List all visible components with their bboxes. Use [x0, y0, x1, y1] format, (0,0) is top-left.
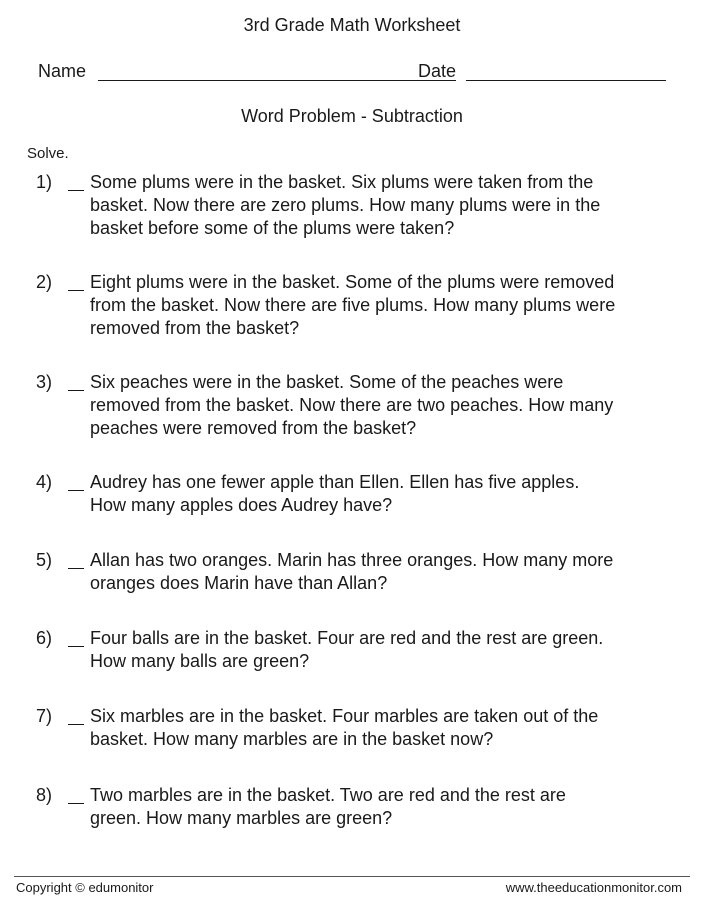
- problem-line: How many balls are green?: [90, 651, 310, 671]
- answer-blank: [68, 268, 84, 291]
- answer-blank: [68, 468, 84, 491]
- problem-line: basket. How many marbles are in the basket now?: [90, 729, 494, 749]
- answer-blank: [68, 546, 84, 569]
- problem-line: oranges does Marin have than Allan?: [90, 573, 388, 593]
- problem-line: Allan has two oranges. Marin has three oranges. How many more: [90, 550, 614, 570]
- name-date-row: [38, 61, 668, 85]
- problem-number: 5): [36, 550, 53, 570]
- problem-text: [90, 271, 690, 340]
- problem-line: Four balls are in the basket. Four are red and the rest are green.: [90, 628, 604, 648]
- worksheet-subtitle: Word Problem - Subtraction: [241, 106, 463, 126]
- footer-divider: [14, 876, 690, 877]
- problem-number: 4): [36, 472, 53, 492]
- website-text: www.theeducationmonitor.com: [505, 880, 682, 895]
- problem-number: 6): [36, 628, 53, 648]
- answer-blank: [68, 781, 84, 804]
- problem-number: 3): [36, 372, 53, 392]
- problem-number: 8): [36, 785, 53, 805]
- problem-text: [90, 627, 690, 673]
- answer-blank: [68, 702, 84, 725]
- answer-blank: [68, 624, 84, 647]
- copyright-text: Copyright © edumonitor: [16, 880, 154, 895]
- date-blank-line: [466, 80, 666, 81]
- answer-blank: [68, 368, 84, 391]
- date-label: Date: [418, 61, 457, 81]
- worksheet-title: 3rd Grade Math Worksheet: [243, 15, 461, 35]
- problem-line: basket before some of the plums were taken?: [90, 218, 455, 238]
- problem-line: from the basket. Now there are five plums. How many plums were: [90, 295, 616, 315]
- problem-line: peaches were removed from the basket?: [90, 418, 417, 438]
- problem-text: [90, 705, 690, 751]
- problem-text: [90, 549, 690, 595]
- problem-text: [90, 371, 690, 440]
- problem-text: [90, 171, 690, 240]
- problem-line: removed from the basket. Now there are two peaches. How many: [90, 395, 614, 415]
- problem-number: 7): [36, 706, 53, 726]
- instruction-text: Solve.: [27, 145, 69, 162]
- answer-blank: [68, 168, 84, 191]
- name-blank-line: [98, 80, 456, 81]
- problem-line: Six peaches were in the basket. Some of the peaches were: [90, 372, 564, 392]
- problem-number: 2): [36, 272, 53, 292]
- problem-text: [90, 471, 690, 517]
- problem-line: Six marbles are in the basket. Four marbles are taken out of the: [90, 706, 599, 726]
- problem-line: Two marbles are in the basket. Two are red and the rest are: [90, 785, 566, 805]
- problem-line: green. How many marbles are green?: [90, 808, 393, 828]
- problem-line: basket. Now there are zero plums. How many plums were in the: [90, 195, 601, 215]
- problem-number: 1): [36, 172, 53, 192]
- problem-line: Some plums were in the basket. Six plums were taken from the: [90, 172, 594, 192]
- problem-line: Eight plums were in the basket. Some of the plums were removed: [90, 272, 615, 292]
- problem-line: removed from the basket?: [90, 318, 300, 338]
- name-label: Name: [38, 61, 87, 81]
- problem-line: Audrey has one fewer apple than Ellen. Ellen has five apples.: [90, 472, 580, 492]
- problem-text: [90, 784, 690, 830]
- problem-line: How many apples does Audrey have?: [90, 495, 393, 515]
